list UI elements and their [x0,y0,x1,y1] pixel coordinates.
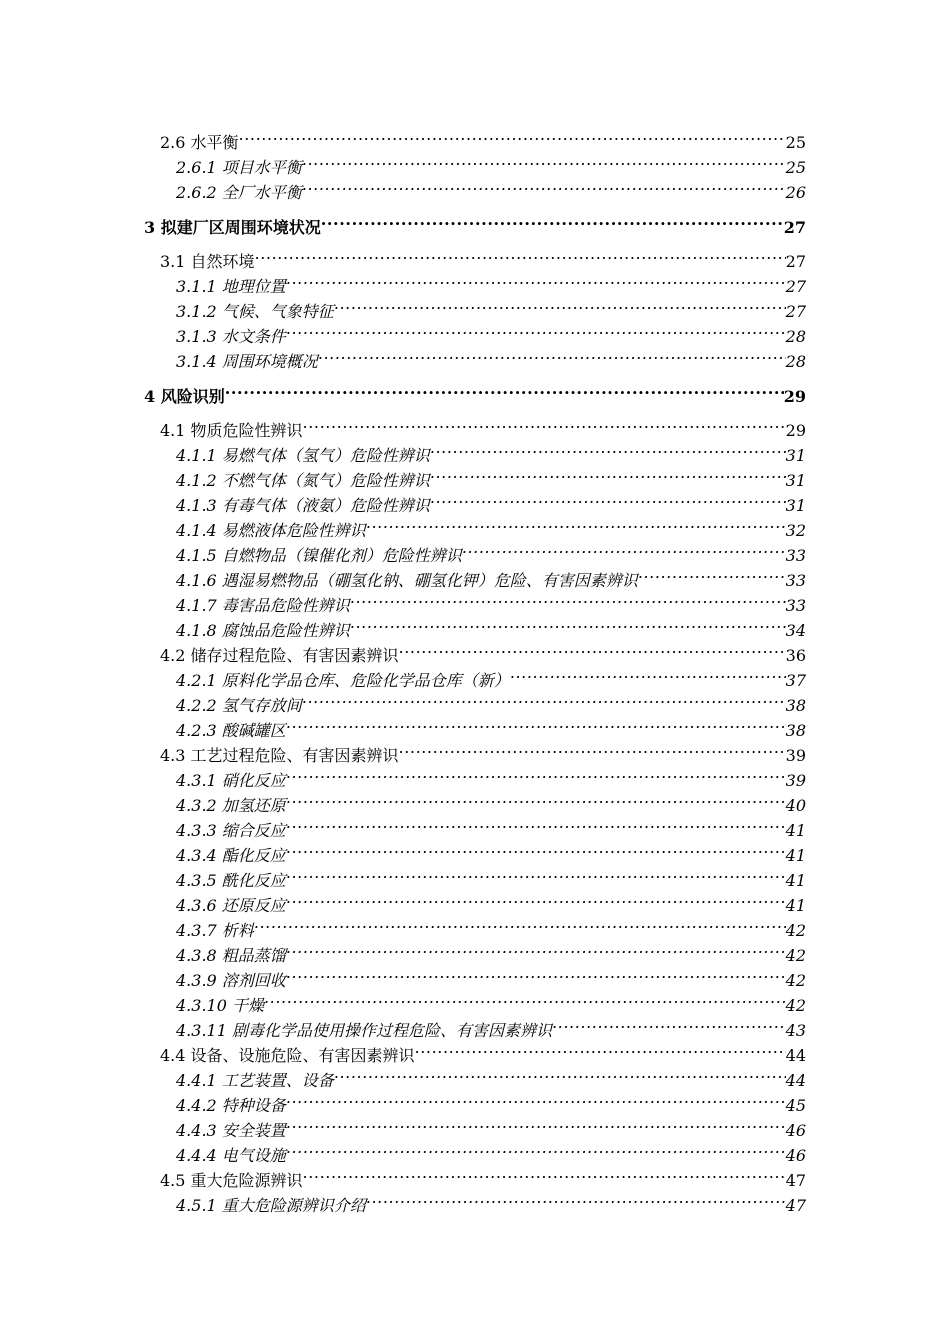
dot-leader [415,1039,786,1061]
dot-leader [399,739,786,761]
dot-leader [510,664,786,686]
toc-entry[interactable] [144,211,806,237]
toc-entry-page-number: 33 [785,596,806,615]
dot-leader [303,1164,786,1186]
toc-entry-label: 4.3.9 溶剂回收 [176,971,286,990]
dot-leader [286,839,786,861]
toc-entry[interactable] [176,320,806,346]
toc-entry-label: 4.3.1 硝化反应 [176,771,286,790]
dot-leader [302,151,786,173]
toc-entry-label: 4.1.4 易燃液体危险性辨识 [176,521,366,540]
toc-entry-page-number: 25 [785,158,806,177]
toc-entry[interactable] [176,814,806,840]
toc-entry-page-number: 41 [785,821,806,840]
toc-entry-label: 4.3.7 析料 [176,921,254,940]
toc-entry[interactable] [176,151,806,177]
toc-entry[interactable] [160,639,806,665]
toc-entry[interactable] [176,345,806,371]
toc-entry-label: 3.1.1 地理位置 [176,277,286,296]
dot-leader [286,714,786,736]
dot-leader [462,539,786,561]
toc-entry-page-number: 42 [785,921,806,940]
toc-entry[interactable] [176,1014,806,1040]
toc-entry-label: 4.3.6 还原反应 [176,896,286,915]
toc-entry-label: 2.6.1 项目水平衡 [176,158,302,177]
toc-entry[interactable] [176,714,806,740]
toc-entry-page-number: 29 [783,387,806,406]
toc-entry-label: 4.3.5 酰化反应 [176,871,286,890]
dot-leader [321,211,784,233]
toc-entry[interactable] [176,489,806,515]
toc-entry-label: 4.2.3 酸碱罐区 [176,721,286,740]
dot-leader [255,245,786,267]
toc-entry[interactable] [176,439,806,465]
toc-entry-page-number: 27 [785,252,806,271]
dot-leader [286,1139,786,1161]
toc-entry[interactable] [176,589,806,615]
dot-leader [334,295,786,317]
dot-leader [286,789,786,811]
dot-leader [399,639,786,661]
dot-leader [225,380,784,402]
dot-leader [286,939,786,961]
toc-entry-label: 4.3.10 干燥 [176,996,264,1015]
toc-entry-label: 3 拟建厂区周围环境状况 [144,218,321,237]
toc-entry-label: 4.1.8 腐蚀品危险性辨识 [176,621,350,640]
toc-entry-label: 4.4.2 特种设备 [176,1096,286,1115]
dot-leader [334,1064,786,1086]
toc-entry-label: 3.1.2 气候、气象特征 [176,302,334,321]
toc-entry[interactable] [176,964,806,990]
toc-entry[interactable] [176,539,806,565]
toc-entry-page-number: 41 [785,846,806,865]
toc-entry[interactable] [176,764,806,790]
toc-entry-label: 3.1 自然环境 [160,252,255,271]
toc-entry-page-number: 29 [785,421,806,440]
toc-entry[interactable] [176,514,806,540]
toc-entry-page-number: 37 [785,671,806,690]
toc-entry[interactable] [160,245,806,271]
toc-entry-page-number: 38 [785,696,806,715]
dot-leader [286,270,786,292]
toc-entry-page-number: 42 [785,996,806,1015]
toc-entry-label: 4 风险识别 [144,387,225,406]
toc-entry-page-number: 47 [785,1171,806,1190]
toc-entry-label: 4.4.4 电气设施 [176,1146,286,1165]
toc-entry[interactable] [176,664,806,690]
toc-entry-label: 4.2 储存过程危险、有害因素辨识 [160,646,399,665]
toc-entry-label: 4.3.2 加氢还原 [176,796,286,815]
toc-entry[interactable] [176,1064,806,1090]
dot-leader [350,614,786,636]
toc-entry-page-number: 36 [785,646,806,665]
toc-entry-page-number: 25 [785,133,806,152]
toc-entry-label: 4.1.2 不燃气体（氮气）危险性辨识 [176,471,430,490]
dot-leader [239,126,786,148]
dot-leader [430,439,786,461]
dot-leader [318,345,786,367]
toc-entry-label: 4.4.3 安全装置 [176,1121,286,1140]
toc-entry[interactable] [176,614,806,640]
toc-entry[interactable] [176,270,806,296]
toc-entry[interactable] [176,989,806,1015]
toc-entry-label: 4.3.8 粗品蒸馏 [176,946,286,965]
toc-entry[interactable] [160,414,806,440]
toc-entry-page-number: 28 [785,327,806,346]
toc-entry-page-number: 44 [785,1046,806,1065]
dot-leader [286,814,786,836]
toc-entry-page-number: 31 [785,471,806,490]
toc-entry-page-number: 33 [785,546,806,565]
dot-leader [303,414,786,436]
toc-entry-label: 4.1 物质危险性辨识 [160,421,303,440]
dot-leader [264,989,786,1011]
dot-leader [638,564,786,586]
toc-entry-page-number: 27 [785,302,806,321]
dot-leader [286,320,786,342]
toc-entry-label: 2.6 水平衡 [160,133,239,152]
toc-entry-page-number: 41 [785,871,806,890]
toc-entry-page-number: 46 [785,1121,806,1140]
toc-entry[interactable] [176,839,806,865]
toc-entry-page-number: 26 [785,183,806,202]
dot-leader [286,964,786,986]
toc-entry[interactable] [160,126,806,152]
toc-entry[interactable] [176,1114,806,1140]
toc-entry[interactable] [176,1139,806,1165]
toc-entry-label: 4.3.3 缩合反应 [176,821,286,840]
toc-entry-label: 4.3 工艺过程危险、有害因素辨识 [160,746,399,765]
dot-leader [366,514,786,536]
dot-leader [286,1089,786,1111]
toc-entry-page-number: 42 [785,971,806,990]
toc-entry[interactable] [176,295,806,321]
dot-leader [552,1014,786,1036]
toc-entry-label: 3.1.3 水文条件 [176,327,286,346]
toc-entry-label: 4.5.1 重大危险源辨识介绍 [176,1196,366,1215]
toc-entry-label: 4.5 重大危险源辨识 [160,1171,303,1190]
dot-leader [302,689,786,711]
toc-entry[interactable] [176,1189,806,1215]
toc-entry[interactable] [176,889,806,915]
toc-entry[interactable] [176,689,806,715]
dot-leader [286,864,786,886]
toc-entry[interactable] [160,1164,806,1190]
toc-entry-label: 4.1.6 遇湿易燃物品（硼氢化钠、硼氢化钾）危险、有害因素辨识 [176,571,638,590]
toc-entry[interactable] [176,464,806,490]
toc-entry-label: 4.1.1 易燃气体（氢气）危险性辨识 [176,446,430,465]
toc-entry-page-number: 44 [785,1071,806,1090]
toc-entry-label: 4.1.7 毒害品危险性辨识 [176,596,350,615]
toc-entry[interactable] [144,380,806,406]
toc-entry-page-number: 42 [785,946,806,965]
toc-entry-page-number: 27 [783,218,806,237]
toc-entry-label: 4.3.4 酯化反应 [176,846,286,865]
dot-leader [366,1189,786,1211]
toc-entry-page-number: 32 [785,521,806,540]
toc-entry-page-number: 41 [785,896,806,915]
toc-entry-label: 2.6.2 全厂水平衡 [176,183,302,202]
toc-entry-label: 3.1.4 周围环境概况 [176,352,318,371]
toc-entry-page-number: 39 [785,771,806,790]
toc-entry-page-number: 40 [785,796,806,815]
toc-entry[interactable] [160,739,806,765]
toc-entry[interactable] [176,176,806,202]
toc-entry-page-number: 31 [785,496,806,515]
toc-entry-label: 4.1.3 有毒气体（液氨）危险性辨识 [176,496,430,515]
toc-entry-label: 4.1.5 自燃物品（镍催化剂）危险性辨识 [176,546,462,565]
dot-leader [286,889,786,911]
toc-entry-page-number: 27 [785,277,806,296]
toc-entry-page-number: 34 [785,621,806,640]
toc-entry-label: 4.3.11 剧毒化学品使用操作过程危险、有害因素辨识 [176,1021,552,1040]
dot-leader [254,914,786,936]
dot-leader [302,176,786,198]
toc-entry[interactable] [176,1089,806,1115]
toc-entry[interactable] [176,789,806,815]
toc-entry-page-number: 28 [785,352,806,371]
dot-leader [430,464,786,486]
toc-entry-page-number: 31 [785,446,806,465]
toc-entry-label: 4.2.1 原料化学品仓库、危险化学品仓库（新） [176,671,510,690]
toc-entry-page-number: 47 [785,1196,806,1215]
toc-entry[interactable] [176,864,806,890]
toc-entry-page-number: 46 [785,1146,806,1165]
toc-entry-label: 4.4 设备、设施危险、有害因素辨识 [160,1046,415,1065]
toc-entry-page-number: 39 [785,746,806,765]
toc-entry[interactable] [176,914,806,940]
toc-entry-page-number: 33 [785,571,806,590]
toc-entry-page-number: 43 [785,1021,806,1040]
toc-entry[interactable] [176,564,806,590]
dot-leader [350,589,786,611]
toc-entry-label: 4.4.1 工艺装置、设备 [176,1071,334,1090]
dot-leader [286,764,786,786]
toc-entry[interactable] [176,939,806,965]
dot-leader [286,1114,786,1136]
toc-entry[interactable] [160,1039,806,1065]
dot-leader [430,489,786,511]
toc-entry-page-number: 38 [785,721,806,740]
toc-entry-page-number: 45 [785,1096,806,1115]
toc-entry-label: 4.2.2 氢气存放间 [176,696,302,715]
